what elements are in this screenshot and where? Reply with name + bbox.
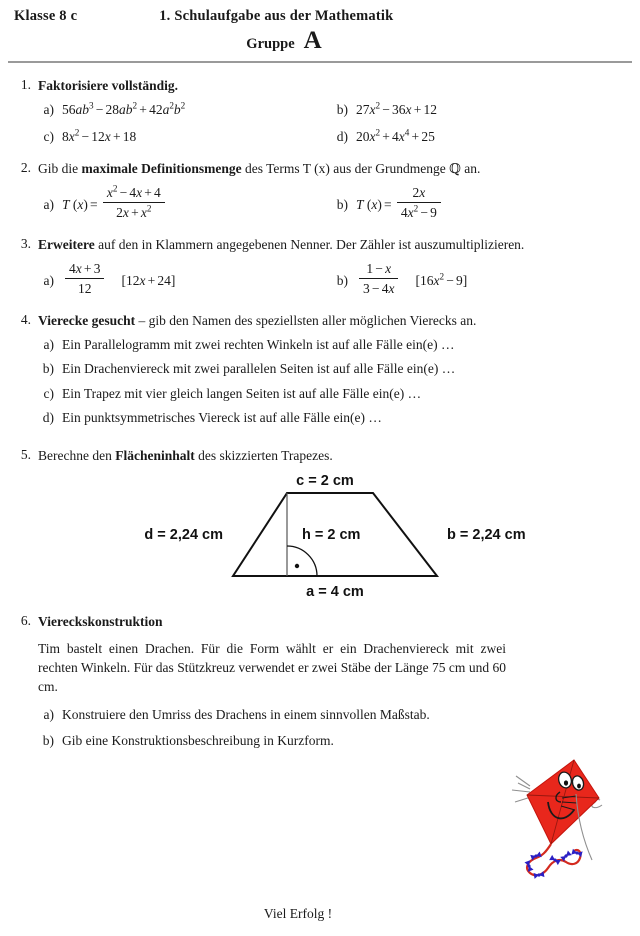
exercise-2-stem bbox=[38, 160, 626, 178]
exercise-3-stem-bold: Erweitere bbox=[38, 236, 95, 252]
item-label-a: a) bbox=[43, 101, 54, 117]
trapezoid-svg bbox=[14, 469, 626, 599]
item-label-c: c) bbox=[43, 129, 54, 145]
exercise-6-stem bbox=[38, 613, 626, 631]
bow-icon-2 bbox=[524, 860, 533, 871]
exercise-4-number: 4. bbox=[20, 311, 31, 327]
item-expression-a bbox=[62, 260, 332, 298]
item-expression-a: T (x) = $\frac{x^2 - 4x + 4}{2x + x^2}$ bbox=[62, 184, 332, 222]
exercise-2 bbox=[14, 160, 626, 222]
exercise-1-stem bbox=[38, 77, 626, 95]
item-expression-b bbox=[356, 260, 626, 298]
item-label-b: b) bbox=[336, 101, 348, 117]
item-expression-b: $27x^2 - 36x + 12$ bbox=[356, 100, 437, 117]
exercise-1-items bbox=[38, 101, 626, 146]
exercise-6-item-a bbox=[38, 706, 506, 724]
item-label-a: a) bbox=[43, 336, 54, 352]
item-label-a: a) bbox=[43, 272, 54, 288]
exercise-5-stem-post: des skizzierten Trapezes. bbox=[194, 447, 333, 463]
header-top-row bbox=[14, 8, 626, 25]
exercise-4-item-c bbox=[38, 385, 626, 403]
fraction-3a: $\frac{4x + 3}{12}$ bbox=[65, 260, 104, 298]
bracket-3b: $[16x^2 - 9]$ bbox=[415, 271, 468, 288]
group-label: Gruppe bbox=[246, 36, 295, 52]
exercise-4-item-d bbox=[38, 409, 626, 427]
exercise-1 bbox=[14, 77, 626, 146]
exercise-1-item-c bbox=[38, 128, 332, 146]
exam-title: 1. Schulaufgabe aus der Mathematik bbox=[159, 8, 394, 24]
item-expression-b: T (x) = $\frac{2x}{4x^2 - 9}$ bbox=[356, 184, 626, 222]
item-text-d: Ein punktsymmetrisches Viereck ist auf alle Fälle ein(e) … bbox=[62, 410, 382, 426]
item-label-b: b) bbox=[42, 732, 54, 748]
exercise-5-stem-pre: Berechne den bbox=[38, 447, 116, 463]
exercise-5-stem bbox=[38, 447, 626, 465]
item-text-b: Gib eine Konstruktionsbeschreibung in Kurzform. bbox=[62, 732, 334, 748]
exercise-4 bbox=[14, 312, 626, 427]
exercise-3-stem bbox=[38, 236, 626, 254]
exercise-6-stem-bold: Viereckskonstruktion bbox=[38, 613, 163, 629]
item-label-d: d) bbox=[336, 129, 348, 145]
header-group-row bbox=[14, 28, 626, 53]
exercise-2-stem-bold: maximale Definitionsmenge bbox=[81, 160, 242, 176]
exercise-5-stem-bold: Flächeninhalt bbox=[115, 447, 195, 463]
group-letter: A bbox=[303, 27, 322, 54]
exercise-6-paragraph: Tim bastelt einen Drachen. Für die Form wählt er ein Drachenviereck mit zwei rechten Winkeln. Für das Stützkreuz verwendet er zwei Stäbe der Länge 75 cm und 60 cm. bbox=[38, 641, 506, 694]
right-angle-arc bbox=[287, 546, 317, 576]
item-label-a: a) bbox=[43, 707, 54, 723]
label-b: b = 2,24 cm bbox=[447, 526, 526, 543]
item-label-b: b) bbox=[42, 361, 54, 377]
right-angle-dot-icon bbox=[295, 563, 299, 567]
item-text-b: Ein Drachenviereck mit zwei parallelen Seiten ist auf alle Fälle ein(e) … bbox=[62, 361, 456, 377]
label-a: a = 4 cm bbox=[306, 583, 364, 599]
item-label-b: b) bbox=[336, 196, 348, 212]
item-label-c: c) bbox=[43, 385, 54, 401]
exercise-6-item-b bbox=[38, 732, 506, 750]
fraction-2a: $\frac{x^2 - 4x + 4}{2x + x^2}$ bbox=[103, 184, 165, 222]
item-text-c: Ein Trapez mit vier gleich langen Seiten ist auf alle Fälle ein(e) … bbox=[62, 385, 422, 401]
item-expression-d: $20x^2 + 4x^4 + 25$ bbox=[356, 127, 435, 145]
item-expression-c: $8x^2 - 12x + 18$ bbox=[62, 127, 137, 145]
exercise-1-stem-bold: Faktorisiere vollständig. bbox=[38, 78, 178, 93]
exercise-3-item-a bbox=[38, 260, 332, 298]
exercise-3 bbox=[14, 236, 626, 298]
kite-illustration bbox=[498, 752, 618, 884]
label-h: h = 2 cm bbox=[302, 526, 361, 543]
worksheet-body bbox=[0, 63, 640, 749]
footer-message: Viel Erfolg ! bbox=[263, 906, 333, 921]
exercise-5-number: 5. bbox=[20, 446, 31, 462]
exercise-4-item-b bbox=[38, 360, 626, 378]
exercise-4-item-a bbox=[38, 336, 626, 354]
item-text-a: Konstruiere den Umriss des Drachens in einem sinnvollen Maßstab. bbox=[62, 707, 430, 723]
exercise-2-item-a bbox=[38, 184, 332, 222]
item-expression-a: $56ab^3 - 28ab^2 + 42a^2b^2$ bbox=[62, 100, 186, 117]
fraction-2b: $\frac{2x}{4x^2 - 9}$ bbox=[397, 184, 441, 222]
item-text-a: Ein Parallelogramm mit zwei rechten Winkeln ist auf alle Fälle ein(e) … bbox=[62, 336, 455, 352]
exercise-2-item-b bbox=[332, 184, 626, 222]
exercise-2-stem-pre: Gib die bbox=[38, 160, 82, 176]
kite-svg bbox=[498, 752, 618, 884]
item-label-a: a) bbox=[43, 196, 54, 212]
exercise-4-stem-post: – gib den Namen des speziellsten aller möglichen Vierecks an. bbox=[135, 312, 477, 328]
class-label: Klasse 8 c bbox=[14, 8, 78, 24]
exercise-2-number: 2. bbox=[20, 159, 31, 175]
exercise-1-item-d bbox=[332, 128, 626, 146]
exercise-3-number: 3. bbox=[20, 235, 31, 251]
page-header bbox=[0, 0, 640, 56]
item-label-b: b) bbox=[336, 272, 348, 288]
fraction-3b: $\frac{1 - x}{3 - 4x}$ bbox=[359, 260, 398, 298]
exercise-5 bbox=[14, 447, 626, 465]
exercise-6-number: 6. bbox=[20, 612, 31, 628]
exercise-2-items bbox=[38, 184, 626, 222]
exercise-1-item-b bbox=[332, 101, 626, 119]
trapezoid-figure bbox=[14, 469, 626, 599]
exercise-6-items bbox=[38, 706, 626, 749]
label-c: c = 2 cm bbox=[296, 472, 354, 489]
label-d: d = 2,24 cm bbox=[144, 526, 223, 543]
exercise-6 bbox=[14, 613, 626, 750]
exercise-4-stem-bold: Vierecke gesucht bbox=[38, 312, 136, 328]
exercise-1-item-a bbox=[38, 101, 332, 119]
exercise-3-stem-post: auf den in Klammern angegebenen Nenner. Der Zähler ist auszumultiplizieren. bbox=[94, 236, 525, 252]
bow-icon-3 bbox=[534, 871, 545, 879]
exercise-4-stem bbox=[38, 312, 626, 330]
exercise-1-number: 1. bbox=[20, 77, 31, 92]
exercise-2-stem-post: des Terms T (x) aus der Grundmenge ℚ an. bbox=[241, 160, 481, 176]
exercise-3-items bbox=[38, 260, 626, 298]
exercise-3-item-b bbox=[332, 260, 626, 298]
item-label-d: d) bbox=[42, 410, 54, 426]
exercise-4-items bbox=[38, 336, 626, 427]
bracket-3a: [12x + 24] bbox=[121, 272, 176, 288]
